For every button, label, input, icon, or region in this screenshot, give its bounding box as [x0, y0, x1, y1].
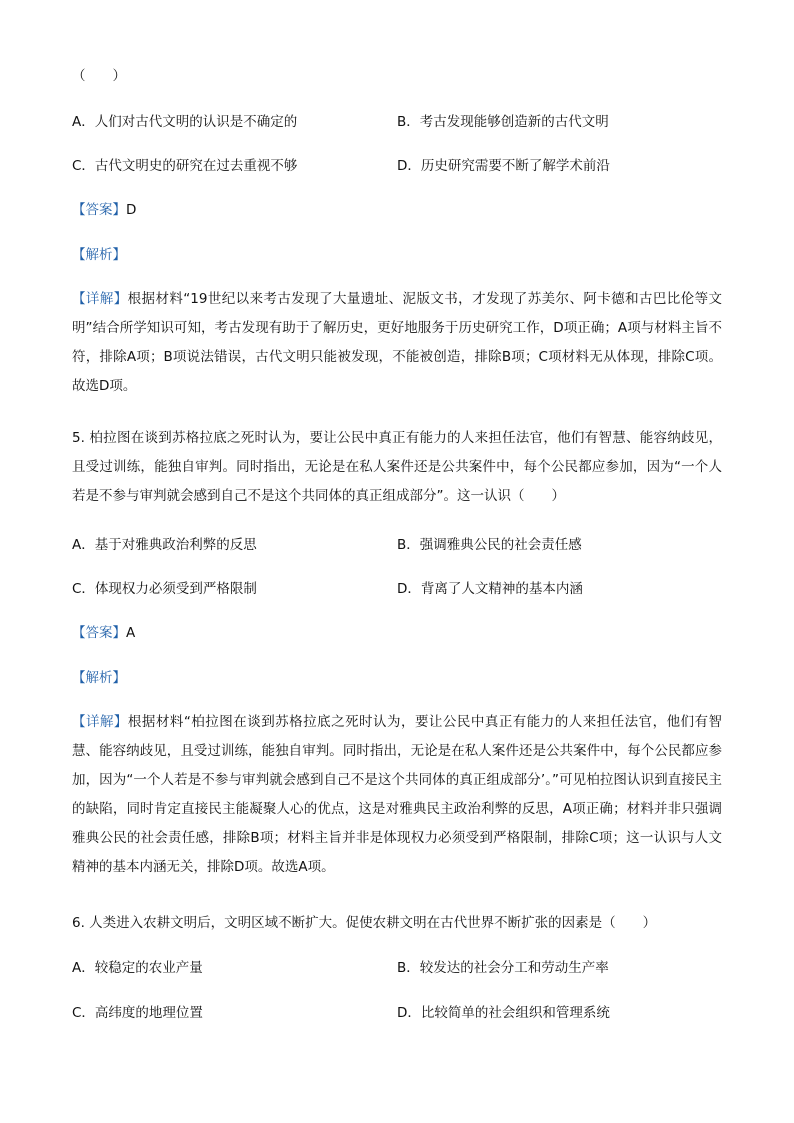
- q6-option-d: D．比较简单的社会组织和管理系统: [397, 1005, 610, 1021]
- q4-option-c: C．古代文明史的研究在过去重视不够: [72, 158, 298, 174]
- q4-stem-tail: （ ）: [72, 68, 126, 84]
- q5-option-b: B．强调雅典公民的社会责任感: [397, 537, 582, 553]
- q5-analysis-tag: [72, 668, 126, 688]
- answer-tag: 【答案】: [72, 202, 126, 218]
- q4-detail: [72, 285, 722, 401]
- q5-stem: 5. 柏拉图在谈到苏格拉底之死时认为，要让公民中真正有能力的人来担任法官，他们有智慧、能容纳歧见，且受过训练，能独自审判。同时指出，无论是在私人案件还是公共案件中，每个公民都应参加，因为“一个人若是不参与审判就会感到自己不是这个共同体的真正组成部分”。这一认识（ ）: [72, 430, 722, 504]
- q5-option-a: A．基于对雅典政治利弊的反思: [72, 537, 257, 553]
- q5-option-c: C．体现权力必须受到严格限制: [72, 581, 257, 597]
- answer-tag: 【答案】: [72, 625, 126, 641]
- q4-option-a: A．人们对古代文明的认识是不确定的: [72, 114, 298, 130]
- q6-option-a: A．较稳定的农业产量: [72, 960, 203, 976]
- detail-tag: 【详解】: [72, 714, 128, 730]
- q4-option-b: B．考古发现能够创造新的古代文明: [397, 114, 609, 130]
- q4-option-d: D．历史研究需要不断了解学术前沿: [397, 158, 610, 174]
- detail-text: 根据材料“19世纪以来考古发现了大量遗址、泥版文书，才发现了苏美尔、阿卡德和古巴比伦等文明”结合所学知识可知，考古发现有助于了解历史，更好地服务于历史研究工作，D项正确；A项与材料主旨不符，排除A项；B项说法错误，古代文明只能被发现，不能被创造，排除B项；C项材料无从体现，排除C项。故选D项。: [72, 291, 723, 394]
- q6-option-b: B．较发达的社会分工和劳动生产率: [397, 960, 609, 976]
- q5-option-d: D．背离了人文精神的基本内涵: [397, 581, 583, 597]
- q6-option-c: C．高纬度的地理位置: [72, 1005, 203, 1021]
- answer-value: D: [126, 202, 137, 218]
- q6-stem: 6. 人类进入农耕文明后，文明区域不断扩大。促使农耕文明在古代世界不断扩张的因素是（ ）: [72, 915, 657, 931]
- detail-tag: 【详解】: [72, 291, 128, 307]
- detail-text: 根据材料“柏拉图在谈到苏格拉底之死时认为，要让公民中真正有能力的人来担任法官，他们有智慧、能容纳歧见，且受过训练，能独自审判。同时指出，无论是在私人案件还是公共案件中，每个公民都应参加，因为“一个人若是不参与审判就会感到自己不是这个共同体的真正组成部分’。”可见柏拉图认识到直接民主的缺陷，同时肯定直接民主能凝聚人心的优点，这是对雅典民主政治利弊的反思，A项正确；材料并非只强调雅典公民的社会责任感，排除B项；材料主旨并非是体现权力必须受到严格限制，排除C项；这一认识与人文精神的基本内涵无关，排除D项。故选A项。: [72, 714, 723, 875]
- q5-answer: [72, 623, 135, 643]
- analysis-tag: 【解析】: [72, 247, 126, 263]
- q5-detail: [72, 708, 722, 882]
- q4-answer: [72, 200, 136, 220]
- q4-analysis-tag: [72, 245, 126, 265]
- analysis-tag: 【解析】: [72, 670, 126, 686]
- answer-value: A: [126, 625, 136, 641]
